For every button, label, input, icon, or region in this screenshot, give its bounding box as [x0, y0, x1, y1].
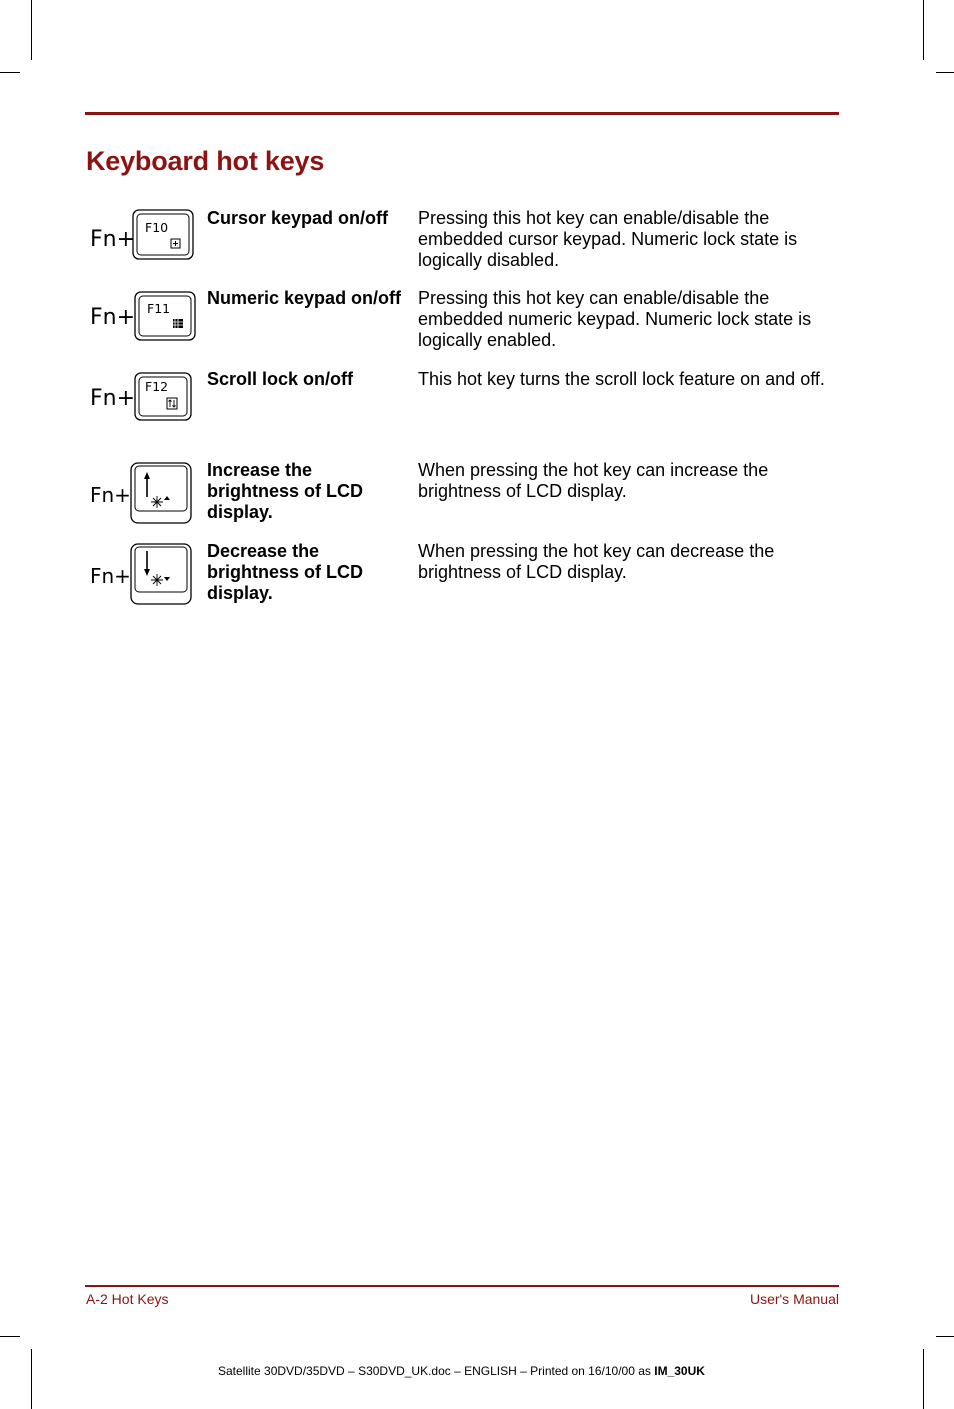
crop-mark [923, 1349, 924, 1409]
key-label: F12 [145, 379, 169, 394]
crop-mark [936, 72, 954, 73]
cursor-keypad-icon [171, 239, 180, 248]
print-info-doc-id: IM_30UK [654, 1364, 705, 1378]
footer-section-label: A-2 Hot Keys [86, 1291, 169, 1307]
fn-label: Fn+ [90, 564, 131, 588]
page-title: Keyboard hot keys [86, 146, 325, 176]
down-arrow-icon [144, 569, 150, 576]
crop-mark [31, 0, 32, 60]
hotkey-description: When pressing the hot key can increase the brightness of LCD display. [418, 460, 769, 501]
hotkey-description: Pressing this hot key can enable/disable the embedded cursor keypad. Numeric lock state is logically disabled. [418, 208, 798, 270]
crop-mark [936, 1336, 954, 1337]
fn-f11-key-image [89, 288, 199, 344]
fn-f12-key-image [89, 369, 199, 425]
hotkey-name: Decrease the brightness of LCD display. [207, 541, 363, 603]
hotkey-name: Increase the brightness of LCD display. [207, 460, 363, 522]
print-info-line [218, 1364, 705, 1378]
fn-up-arrow-key-image [89, 460, 199, 526]
footer-manual-label: User's Manual [749, 1291, 839, 1307]
up-arrow-icon [144, 472, 150, 479]
key-label: F11 [147, 301, 171, 316]
fn-label: Fn+ [90, 386, 136, 411]
hotkey-description: Pressing this hot key can enable/disable the embedded numeric keypad. Numeric lock state is logically enabled. [418, 288, 812, 350]
hotkey-name: Numeric keypad on/off [207, 288, 402, 308]
crop-mark [0, 1336, 20, 1337]
crop-mark [0, 72, 20, 73]
footer-rule [85, 1285, 839, 1287]
fn-label: Fn+ [90, 227, 136, 252]
brightness-icon [151, 574, 170, 586]
header-rule [85, 112, 839, 115]
fn-label: Fn+ [90, 305, 136, 330]
scroll-lock-icon [167, 398, 177, 409]
brightness-icon [151, 496, 170, 508]
fn-down-arrow-key-image [89, 541, 199, 607]
key-label: F10 [145, 220, 169, 235]
hotkey-name: Scroll lock on/off [207, 369, 354, 389]
numeric-keypad-icon [173, 319, 183, 328]
hotkey-description: When pressing the hot key can decrease the brightness of LCD display. [418, 541, 775, 582]
crop-mark [923, 0, 924, 60]
hotkey-name: Cursor keypad on/off [207, 208, 389, 228]
fn-label: Fn+ [90, 483, 131, 507]
hotkey-description: This hot key turns the scroll lock feature on and off. [418, 369, 825, 389]
print-info-text: Satellite 30DVD/35DVD – S30DVD_UK.doc – ENGLISH – Printed on 16/10/00 as [218, 1364, 655, 1378]
crop-mark [31, 1349, 32, 1409]
fn-f10-key-image [89, 208, 199, 264]
